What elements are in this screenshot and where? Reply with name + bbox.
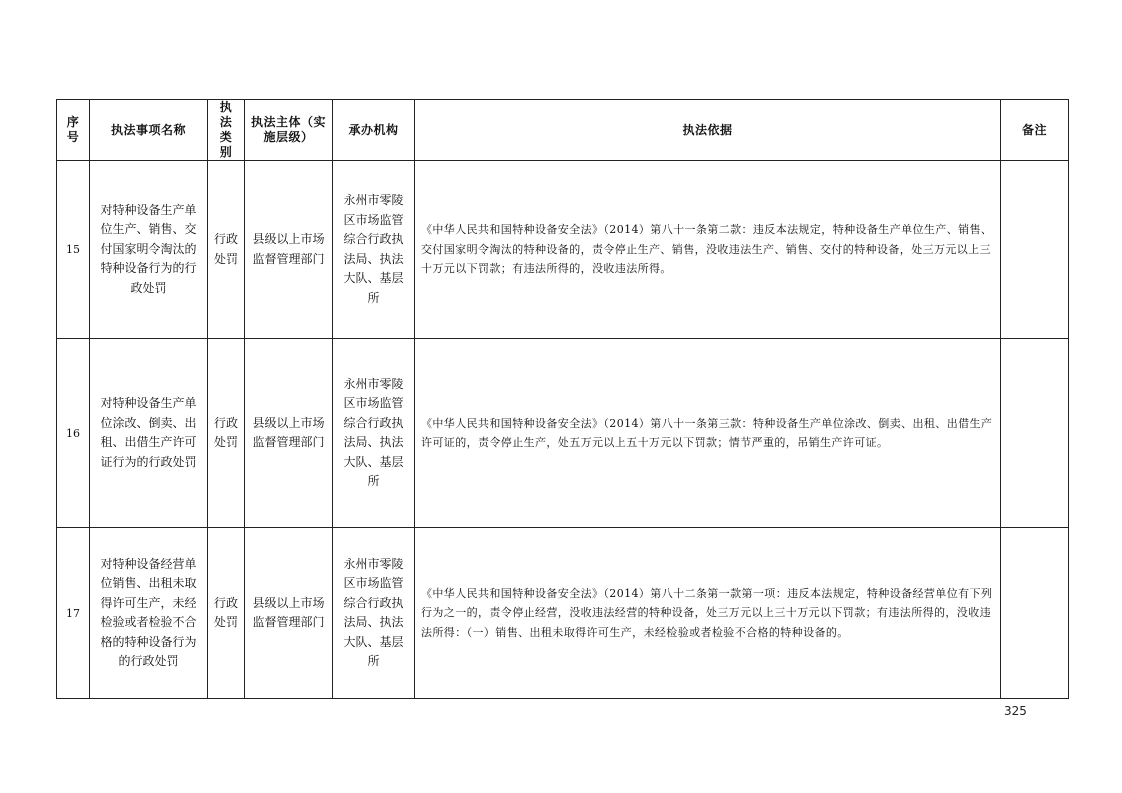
item-name: 对特种设备生产单位涂改、倒卖、出租、出借生产许可证行为的行政处罚 xyxy=(100,396,197,469)
page-number: 325 xyxy=(1004,704,1027,718)
legal-basis-cell xyxy=(415,339,1001,528)
header-no: 序号 xyxy=(57,100,90,161)
row-number: 16 xyxy=(57,339,90,528)
header-enforcement-body: 执法主体（实施层级） xyxy=(245,100,333,161)
legal-basis: 《中华人民共和国特种设备安全法》（2014）第八十二条第一款第一项：违反本法规定，特种设备经营单位有下列行为之一的，责令停止经营，没收违法经营的特种设备，处三万元以上三十万元以下罚款；有违法所得的，没收违法所得：（一）销售、出租未取得许可生产，未经检验或者检验不合格的特种设备的。 xyxy=(421,586,993,639)
table-row xyxy=(57,161,1069,339)
enforcement-body-cell xyxy=(245,161,333,339)
legal-basis-cell xyxy=(415,528,1001,699)
legal-basis: 《中华人民共和国特种设备安全法》（2014）第八十一条第二款：违反本法规定，特种设备生产单位生产、销售、交付国家明令淘汰的特种设备的，责令停止生产、销售，没收违法生产、销售、交付的特种设备，处三万元以上三十万元以下罚款；有违法所得的，没收违法所得。 xyxy=(421,223,993,276)
item-name: 对特种设备经营单位销售、出租未取得许可生产，未经检验或者检验不合格的特种设备行为的行政处罚 xyxy=(100,556,197,668)
item-name-cell xyxy=(90,161,208,339)
table-header-row xyxy=(57,100,1069,161)
category-cell xyxy=(208,339,245,528)
handling-org-cell xyxy=(333,339,415,528)
category: 行政处罚 xyxy=(214,595,239,629)
legal-basis: 《中华人民共和国特种设备安全法》（2014）第八十一条第三款：特种设备生产单位涂改、倒卖、出租、出借生产许可证的，责令停止生产，处五万元以上五十万元以下罚款；情节严重的，吊销生产许可证。 xyxy=(421,416,993,449)
header-category: 执法类别 xyxy=(208,100,245,161)
remark-cell xyxy=(1001,161,1069,339)
handling-org-cell xyxy=(333,528,415,699)
enforcement-body-cell xyxy=(245,339,333,528)
row-number: 17 xyxy=(57,528,90,699)
header-legal-basis: 执法依据 xyxy=(415,100,1001,161)
enforcement-items-table xyxy=(56,99,1069,699)
category-cell xyxy=(208,528,245,699)
category: 行政处罚 xyxy=(214,232,239,266)
enforcement-body: 县级以上市场监督管理部门 xyxy=(252,595,325,629)
table-row xyxy=(57,339,1069,528)
handling-org-cell xyxy=(333,161,415,339)
category: 行政处罚 xyxy=(214,415,239,449)
enforcement-body: 县级以上市场监督管理部门 xyxy=(252,415,325,449)
item-name-cell xyxy=(90,339,208,528)
enforcement-body-cell xyxy=(245,528,333,699)
handling-org: 永州市零陵区市场监管综合行政执法局、执法大队、基层所 xyxy=(343,556,404,668)
remark-cell xyxy=(1001,528,1069,699)
item-name-cell xyxy=(90,528,208,699)
handling-org: 永州市零陵区市场监管综合行政执法局、执法大队、基层所 xyxy=(343,376,404,488)
legal-basis-cell xyxy=(415,161,1001,339)
remark-cell xyxy=(1001,339,1069,528)
enforcement-body: 县级以上市场监督管理部门 xyxy=(252,232,325,266)
handling-org: 永州市零陵区市场监管综合行政执法局、执法大队、基层所 xyxy=(343,193,404,305)
category-cell xyxy=(208,161,245,339)
header-item-name: 执法事项名称 xyxy=(90,100,208,161)
header-remark: 备注 xyxy=(1001,100,1069,161)
header-handling-org: 承办机构 xyxy=(333,100,415,161)
item-name: 对特种设备生产单位生产、销售、交付国家明令淘汰的特种设备行为的行政处罚 xyxy=(100,202,197,295)
row-number: 15 xyxy=(57,161,90,339)
table-row xyxy=(57,528,1069,699)
